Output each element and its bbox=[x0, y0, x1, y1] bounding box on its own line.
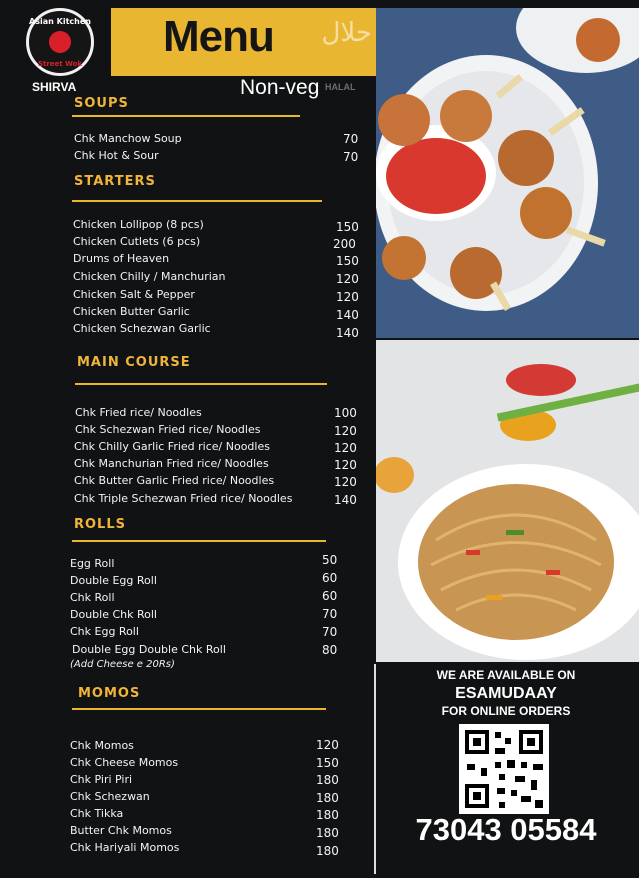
menu-item-name: Egg Roll bbox=[70, 557, 115, 570]
section-title-starters: STARTERS bbox=[74, 174, 156, 189]
menu-item-price: 140 bbox=[336, 326, 359, 340]
menu-item-price: 50 bbox=[322, 553, 338, 567]
menu-item-name: Chicken Schezwan Garlic bbox=[73, 322, 211, 335]
menu-item-price: 140 bbox=[334, 493, 357, 507]
menu-item-name: Chk Manchow Soup bbox=[74, 132, 182, 145]
menu-item-price: 120 bbox=[334, 424, 357, 438]
qr-code bbox=[459, 724, 549, 814]
menu-item-name: Butter Chk Momos bbox=[70, 824, 172, 837]
menu-item-price: 70 bbox=[343, 132, 359, 146]
section-title-soups: SOUPS bbox=[74, 96, 129, 111]
menu-item-price: 70 bbox=[322, 607, 338, 621]
menu-item-price: 150 bbox=[336, 254, 359, 268]
menu-item-name: Double Chk Roll bbox=[70, 608, 157, 621]
menu-item-price: 120 bbox=[334, 458, 357, 472]
brand-location: SHIRVA bbox=[32, 80, 77, 94]
phone-number: 73043 05584 bbox=[415, 812, 597, 847]
menu-item-name: Chk Momos bbox=[70, 739, 134, 752]
section-divider bbox=[75, 383, 327, 385]
menu-item-price: 150 bbox=[336, 220, 359, 234]
menu-item-name: Chk Hot & Sour bbox=[74, 149, 159, 162]
halal-label: HALAL bbox=[325, 82, 356, 92]
menu-item-price: 120 bbox=[336, 290, 359, 304]
menu-banner bbox=[111, 8, 378, 76]
menu-item-price: 180 bbox=[316, 826, 339, 840]
menu-item-price: 120 bbox=[334, 441, 357, 455]
menu-item-price: 60 bbox=[322, 571, 338, 585]
menu-item-name: Chk Roll bbox=[70, 591, 115, 604]
section-title-main-course: MAIN COURSE bbox=[77, 355, 191, 370]
menu-item-name: Chk Schezwan bbox=[70, 790, 150, 803]
menu-item-name: Chk Butter Garlic Fried rice/ Noodles bbox=[74, 474, 275, 487]
chicken-lollipop-photo bbox=[376, 8, 639, 338]
menu-item-name: Chk Tikka bbox=[70, 807, 124, 820]
section-divider bbox=[72, 200, 322, 202]
section-title-momos: MOMOS bbox=[78, 686, 141, 701]
menu-item-price: 200 bbox=[333, 237, 356, 251]
menu-subtitle: Non-veg bbox=[240, 76, 320, 99]
section-divider bbox=[72, 708, 326, 710]
menu-item-price: 120 bbox=[336, 272, 359, 286]
panel-divider bbox=[374, 664, 376, 874]
section-divider bbox=[72, 540, 326, 542]
menu-item-name: Chk Fried rice/ Noodles bbox=[75, 406, 202, 419]
menu-item-name: Chk Cheese Momos bbox=[70, 756, 179, 769]
menu-item-name: Chicken Butter Garlic bbox=[73, 305, 190, 318]
menu-item-price: 180 bbox=[316, 808, 339, 822]
page-title: Menu bbox=[163, 12, 274, 61]
menu-item-name: Chk Hariyali Momos bbox=[70, 841, 180, 854]
menu-item-price: 140 bbox=[336, 308, 359, 322]
menu-item-name: Chicken Chilly / Manchurian bbox=[73, 270, 226, 283]
menu-item-name: Drums of Heaven bbox=[73, 252, 170, 265]
menu-item-name: Chk Triple Schezwan Fried rice/ Noodles bbox=[74, 492, 293, 505]
halal-arabic-mark: حلال bbox=[321, 18, 372, 48]
menu-item-name: Chk Egg Roll bbox=[70, 625, 139, 638]
noodles-photo bbox=[376, 340, 639, 662]
menu-item-price: 120 bbox=[334, 475, 357, 489]
menu-item-price: 100 bbox=[334, 406, 357, 420]
menu-item-price: 70 bbox=[322, 625, 338, 639]
menu-item-name: Chicken Salt & Pepper bbox=[73, 288, 195, 301]
menu-item-name: Double Egg Double Chk Roll bbox=[72, 643, 226, 656]
menu-item-name: Chicken Lollipop (8 pcs) bbox=[73, 218, 204, 231]
menu-item-name: Chicken Cutlets (6 pcs) bbox=[73, 235, 201, 248]
online-platform: ESAMUDAAY bbox=[455, 685, 557, 702]
menu-item-name: Double Egg Roll bbox=[70, 574, 157, 587]
menu-item-name: Chk Chilly Garlic Fried rice/ Noodles bbox=[74, 440, 270, 453]
wok-icon bbox=[49, 31, 71, 53]
menu-item-name: Chk Piri Piri bbox=[70, 773, 133, 786]
rolls-note: (Add Cheese e 20Rs) bbox=[70, 659, 175, 670]
menu-item-price: 180 bbox=[316, 844, 339, 858]
menu-item-price: 180 bbox=[316, 773, 339, 787]
menu-item-name: Chk Manchurian Fried rice/ Noodles bbox=[74, 457, 269, 470]
menu-item-price: 120 bbox=[316, 738, 339, 752]
brand-logo bbox=[26, 8, 94, 76]
menu-item-name: Chk Schezwan Fried rice/ Noodles bbox=[75, 423, 261, 436]
brand-name: Asian Kitchen bbox=[29, 17, 91, 26]
section-title-rolls: ROLLS bbox=[74, 517, 126, 532]
menu-item-price: 180 bbox=[316, 791, 339, 805]
menu-item-price: 80 bbox=[322, 643, 338, 657]
menu-item-price: 60 bbox=[322, 589, 338, 603]
online-line-3: FOR ONLINE ORDERS bbox=[441, 704, 571, 718]
section-divider bbox=[72, 115, 300, 117]
menu-item-price: 150 bbox=[316, 756, 339, 770]
online-line-1: WE ARE AVAILABLE ON bbox=[436, 668, 576, 682]
menu-item-price: 70 bbox=[343, 150, 359, 164]
brand-tagline: Street Wok bbox=[37, 60, 83, 68]
